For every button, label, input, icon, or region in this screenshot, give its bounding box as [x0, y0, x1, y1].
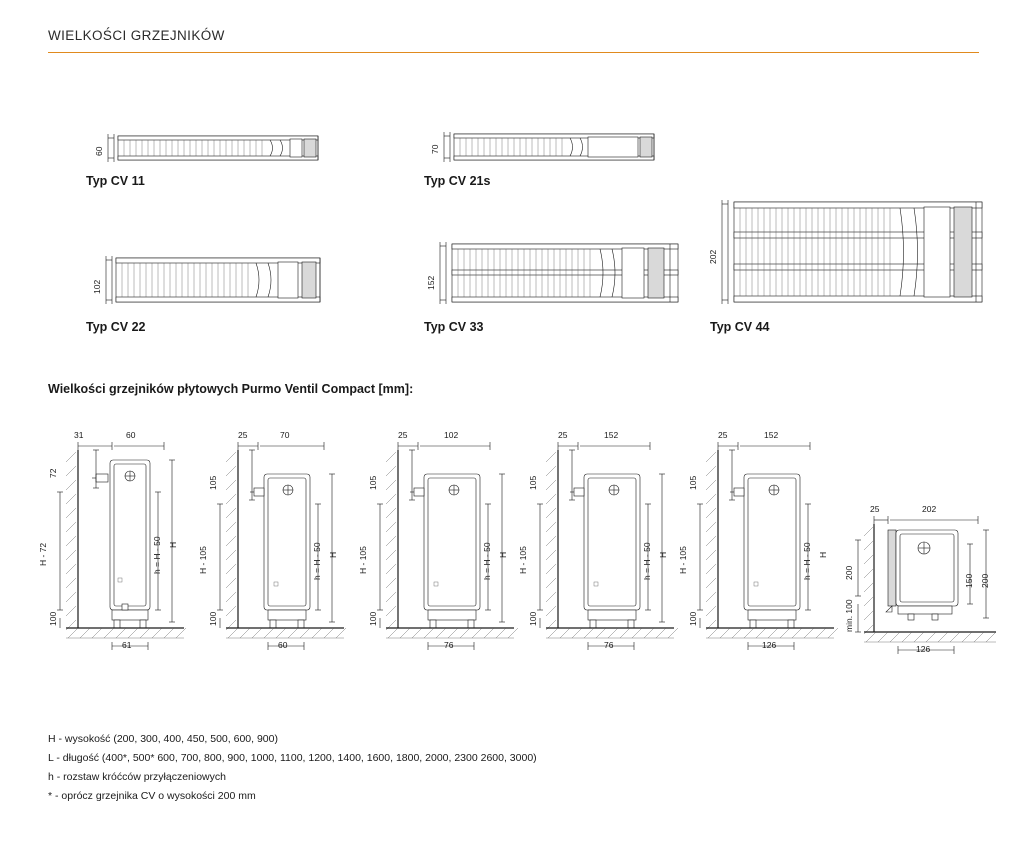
- cv11-dim-bottom-width: 61: [122, 640, 132, 650]
- figure-cv21s-section: [420, 126, 690, 168]
- cv11-dim-top-right: 60: [126, 430, 136, 440]
- cv11-dim-inner: h = H - 50: [152, 536, 162, 574]
- cv21s-dim-bottom-left: 100: [208, 611, 218, 626]
- figure-cv11-section: [84, 128, 354, 168]
- figure-cv22-section: [84, 252, 364, 308]
- cv22-dim-top-right: 102: [444, 430, 459, 440]
- figure-detail-cv33: [518, 430, 682, 667]
- label-typ-cv22: Typ CV 22: [86, 320, 146, 334]
- cv33-dim-wall-top: 105: [528, 475, 538, 490]
- cv33-dim-h: H: [658, 551, 668, 558]
- cv11-dim-wall-top: 72: [48, 468, 58, 478]
- page-title: WIELKOŚCI GRZEJNIKÓW: [48, 28, 225, 43]
- cv21s-dim-top-left: 25: [238, 430, 248, 440]
- cv11-dim-h: H: [168, 541, 178, 548]
- cv21s-dim-h: H: [328, 551, 338, 558]
- cv21s-dim-wall-top: 105: [208, 475, 218, 490]
- label-typ-cv44: Typ CV 44: [710, 320, 770, 334]
- label-typ-cv21s: Typ CV 21s: [424, 174, 491, 188]
- figure-detail-cv44: [678, 430, 842, 667]
- figure-detail-cv11: [38, 430, 192, 667]
- detail-dim-min: min. 100: [844, 599, 854, 632]
- cv11-dim-top-left: 31: [74, 430, 84, 440]
- cv33-dim-top-left: 25: [558, 430, 568, 440]
- detail-dim-bottom-width: 126: [916, 644, 931, 654]
- cv22-dim-h: H: [498, 551, 508, 558]
- cv22-dim-top-left: 25: [398, 430, 408, 440]
- cv44-dim-inner: h = H - 50: [802, 542, 812, 580]
- figure-detail-cv21s: [198, 430, 352, 667]
- cv22-dim-bottom-left: 100: [368, 611, 378, 626]
- cv44-dim-top-right: 152: [764, 430, 779, 440]
- cv11-dim-bottom-left: 100: [48, 611, 58, 626]
- label-typ-cv11: Typ CV 11: [86, 174, 145, 188]
- figure-detail-enlarged: [836, 500, 1006, 670]
- cv22-dim-wall-left: H - 105: [358, 546, 368, 574]
- cv33-depth-dim: 152: [426, 275, 436, 290]
- cv33-dim-wall-left: H - 105: [518, 546, 528, 574]
- cv33-dim-bottom-left: 100: [528, 611, 538, 626]
- page-header: [48, 28, 979, 53]
- detail-dim-top-right: 202: [922, 504, 937, 514]
- cv44-dim-top-left: 25: [718, 430, 728, 440]
- cv22-dim-bottom-width: 76: [444, 640, 454, 650]
- cv44-dim-wall-top: 105: [688, 475, 698, 490]
- cv22-depth-dim: 102: [92, 279, 102, 294]
- cv11-depth-dim: 60: [94, 146, 104, 156]
- cv33-dim-bottom-width: 76: [604, 640, 614, 650]
- note-asterisk: * - oprócz grzejnika CV o wysokości 200 mm: [48, 790, 256, 802]
- detail-dim-left-height: 200: [844, 565, 854, 580]
- cv22-dim-wall-top: 105: [368, 475, 378, 490]
- note-l: L - długość (400*, 500* 600, 700, 800, 900, 1000, 1100, 1200, 1400, 1600, 1800, 2000, 2300 2600, 3000): [48, 752, 537, 764]
- cv33-dim-inner: h = H - 50: [642, 542, 652, 580]
- section-title-dimensions: Wielkości grzejników płytowych Purmo Ventil Compact [mm]:: [48, 382, 414, 396]
- cv21s-dim-top-right: 70: [280, 430, 290, 440]
- figure-cv33-section: [420, 238, 700, 308]
- cv11-dim-wall-left: H - 72: [38, 542, 48, 566]
- cv21s-dim-wall-left: H - 105: [198, 546, 208, 574]
- detail-dim-top-left: 25: [870, 504, 880, 514]
- detail-dim-right-inner: 150: [964, 573, 974, 588]
- detail-dim-right-outer: 200: [980, 573, 990, 588]
- cv21s-dim-bottom-width: 60: [278, 640, 288, 650]
- cv21s-depth-dim: 70: [430, 144, 440, 154]
- label-typ-cv33: Typ CV 33: [424, 320, 484, 334]
- note-h-small: h - rozstaw króćców przyłączeniowych: [48, 771, 226, 783]
- cv22-dim-inner: h = H - 50: [482, 542, 492, 580]
- cv33-dim-top-right: 152: [604, 430, 619, 440]
- cv21s-dim-inner: h = H - 50: [312, 542, 322, 580]
- cv44-dim-h: H: [818, 551, 828, 558]
- cv44-depth-dim: 202: [708, 249, 718, 264]
- cv44-dim-wall-left: H - 105: [678, 546, 688, 574]
- cv44-dim-bottom-left: 100: [688, 611, 698, 626]
- figure-cv44-section: [706, 196, 991, 308]
- cv44-dim-bottom-width: 126: [762, 640, 777, 650]
- header-divider: [48, 52, 979, 53]
- figure-detail-cv22: [358, 430, 522, 667]
- note-h: H - wysokość (200, 300, 400, 450, 500, 600, 900): [48, 733, 278, 745]
